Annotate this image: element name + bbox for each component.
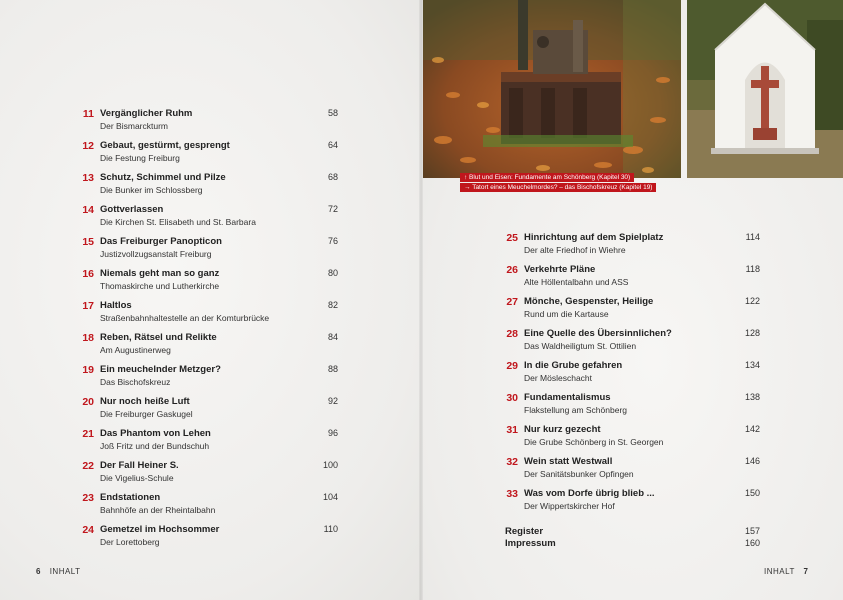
- page-number: 84: [327, 332, 338, 342]
- chapter-number: 13: [82, 172, 94, 184]
- caption-line-1: ↑ Blut und Eisen: Fundamente am Schönberg (Kapitel 30): [460, 173, 634, 182]
- page-number: 142: [744, 424, 760, 434]
- chapter-title: Haltlos: [100, 300, 132, 311]
- chapter-number: 23: [82, 492, 94, 504]
- chapter-number: 18: [82, 332, 94, 344]
- chapter-title: Niemals geht man so ganz: [100, 268, 220, 279]
- chapter-title: Was vom Dorfe übrig blieb ...: [524, 488, 655, 499]
- chapter-number: 26: [506, 264, 518, 276]
- toc-entry[interactable]: [72, 396, 342, 426]
- chapter-number: 21: [82, 428, 94, 440]
- page-number: 68: [327, 172, 338, 182]
- chapter-title: Endstationen: [100, 492, 161, 503]
- chapter-title: Fundamentalismus: [524, 392, 611, 403]
- chapter-subtitle: Die Freiburger Gaskugel: [100, 409, 193, 419]
- chapter-number: 28: [506, 328, 518, 340]
- page-number: 76: [327, 236, 338, 246]
- photo-iron-foundation: [423, 0, 681, 178]
- chapter-number: 16: [82, 268, 94, 280]
- toc-entry[interactable]: [496, 328, 766, 358]
- chapter-subtitle: Die Grube Schönberg in St. Georgen: [524, 437, 664, 447]
- page-number: 80: [327, 268, 338, 278]
- chapter-title: Nur kurz gezecht: [524, 424, 601, 435]
- page-number: 134: [744, 360, 760, 370]
- toc-entry[interactable]: [496, 424, 766, 454]
- page-number: 114: [745, 232, 760, 242]
- chapter-title: Der Fall Heiner S.: [100, 460, 179, 471]
- chapter-subtitle: Alte Höllentalbahn und ASS: [524, 277, 629, 287]
- chapter-title: Eine Quelle des Übersinnlichen?: [524, 328, 672, 339]
- chapter-number: 17: [82, 300, 94, 312]
- chapter-subtitle: Der Bismarckturm: [100, 121, 169, 131]
- chapter-subtitle: Joß Fritz und der Bundschuh: [100, 441, 210, 451]
- chapter-title: Gemetzel im Hochsommer: [100, 524, 220, 535]
- chapter-number: 25: [506, 232, 518, 244]
- toc-entry[interactable]: [72, 140, 342, 170]
- impressum-label[interactable]: Impressum: [505, 538, 556, 549]
- chapter-subtitle: Thomaskirche und Lutherkirche: [100, 281, 220, 291]
- chapter-subtitle: Die Vigelius-Schule: [100, 473, 174, 483]
- chapter-number: 29: [506, 360, 518, 372]
- chapter-subtitle: Das Waldheiligtum St. Ottilien: [524, 341, 637, 351]
- toc-entry[interactable]: [72, 332, 342, 362]
- page-number: 110: [323, 524, 338, 534]
- chapter-subtitle: Der Sanitätsbunker Opfingen: [524, 469, 634, 479]
- page-number: 64: [327, 140, 338, 150]
- chapter-title: Das Freiburger Panopticon: [100, 236, 222, 247]
- chapter-subtitle: Justizvollzugsanstalt Freiburg: [100, 249, 212, 259]
- folio-right-number: 7: [803, 567, 809, 576]
- chapter-title: Reben, Rätsel und Relikte: [100, 332, 217, 343]
- page-number: 146: [744, 456, 760, 466]
- chapter-number: 20: [82, 396, 94, 408]
- page-number: 92: [327, 396, 338, 406]
- register-page: 157: [744, 526, 760, 536]
- chapter-title: Ein meuchelnder Metzger?: [100, 364, 221, 375]
- toc-entry[interactable]: [72, 108, 342, 138]
- chapter-title: Hinrichtung auf dem Spielplatz: [524, 232, 664, 243]
- chapter-subtitle: Straßenbahnhaltestelle an der Komturbrücke: [100, 313, 270, 323]
- toc-entry[interactable]: [72, 428, 342, 458]
- page-number: 122: [744, 296, 760, 306]
- chapter-title: Nur noch heiße Luft: [100, 396, 190, 407]
- page-number: 150: [744, 488, 760, 498]
- chapter-number: 22: [82, 460, 94, 472]
- caption-line-2: → Tatort eines Meuchelmordes? – das Bischofskreuz (Kapitel 19): [460, 183, 656, 192]
- toc-right: [496, 232, 766, 522]
- chapter-subtitle: Das Bischofskreuz: [100, 377, 171, 387]
- toc-entry[interactable]: [72, 268, 342, 298]
- chapter-subtitle: Die Festung Freiburg: [100, 153, 180, 163]
- page-number: 96: [327, 428, 338, 438]
- chapter-subtitle: Am Augustinerweg: [100, 345, 171, 355]
- folio-right: [764, 567, 808, 576]
- chapter-subtitle: Die Kirchen St. Elisabeth und St. Barbara: [100, 217, 256, 227]
- toc-entry[interactable]: [72, 364, 342, 394]
- chapter-title: Wein statt Westwall: [524, 456, 613, 467]
- chapter-title: Das Phantom von Lehen: [100, 428, 211, 439]
- chapter-subtitle: Die Bunker im Schlossberg: [100, 185, 203, 195]
- folio-left: [36, 567, 81, 576]
- toc-left: [72, 108, 342, 558]
- folio-left-number: 6: [36, 567, 41, 576]
- page-number: 138: [744, 392, 760, 402]
- chapter-number: 19: [82, 364, 94, 376]
- chapter-title: Verkehrte Pläne: [524, 264, 596, 275]
- chapter-subtitle: Der alte Friedhof in Wiehre: [524, 245, 626, 255]
- page-number: 88: [327, 364, 338, 374]
- toc-entry[interactable]: [72, 236, 342, 266]
- toc-entry[interactable]: [72, 204, 342, 234]
- folio-left-label: INHALT: [49, 567, 81, 576]
- chapter-subtitle: Der Mösleschacht: [524, 373, 593, 383]
- impressum-page: 160: [744, 538, 760, 548]
- page-number: 100: [322, 460, 338, 470]
- chapter-number: 27: [506, 296, 518, 308]
- chapter-subtitle: Der Wippertskircher Hof: [524, 501, 615, 511]
- chapter-number: 30: [506, 392, 518, 404]
- chapter-number: 24: [82, 524, 94, 536]
- chapter-number: 12: [82, 140, 94, 152]
- chapter-title: Schutz, Schimmel und Pilze: [100, 172, 226, 183]
- toc-entry[interactable]: [496, 296, 766, 326]
- toc-entry[interactable]: [72, 524, 342, 554]
- chapter-number: 14: [82, 204, 94, 216]
- chapter-title: Gebaut, gestürmt, gesprengt: [100, 140, 230, 151]
- toc-entry[interactable]: [72, 492, 342, 522]
- toc-entry[interactable]: [496, 392, 766, 422]
- page-number: 58: [327, 108, 338, 118]
- folio-right-label: INHALT: [764, 567, 795, 576]
- chapter-number: 15: [82, 236, 94, 248]
- toc-entry[interactable]: [496, 264, 766, 294]
- chapter-subtitle: Der Lorettoberg: [100, 537, 160, 547]
- page-number: 128: [744, 328, 760, 338]
- chapter-subtitle: Rund um die Kartause: [524, 309, 609, 319]
- chapter-title: Vergänglicher Ruhm: [100, 108, 193, 119]
- chapter-subtitle: Bahnhöfe an der Rheintalbahn: [100, 505, 216, 515]
- page-number: 82: [327, 300, 338, 310]
- toc-entry[interactable]: [496, 488, 766, 518]
- photo-bischofskreuz: [687, 0, 843, 178]
- toc-entry[interactable]: [72, 172, 342, 202]
- toc-entry[interactable]: [496, 232, 766, 262]
- chapter-title: Mönche, Gespenster, Heilige: [524, 296, 654, 307]
- chapter-number: 33: [506, 488, 518, 500]
- page-number: 118: [745, 264, 760, 274]
- toc-entry[interactable]: [72, 300, 342, 330]
- toc-entry[interactable]: [496, 456, 766, 486]
- page-number: 104: [322, 492, 338, 502]
- chapter-subtitle: Flakstellung am Schönberg: [524, 405, 628, 415]
- chapter-title: Gottverlassen: [100, 204, 164, 215]
- page-number: 72: [327, 204, 338, 214]
- toc-entry[interactable]: [496, 360, 766, 390]
- chapter-title: In die Grube gefahren: [524, 360, 623, 371]
- chapter-number: 31: [506, 424, 518, 436]
- register-label[interactable]: Register: [505, 526, 544, 537]
- chapter-number: 32: [506, 456, 518, 468]
- toc-entry[interactable]: [72, 460, 342, 490]
- chapter-number: 11: [82, 108, 94, 120]
